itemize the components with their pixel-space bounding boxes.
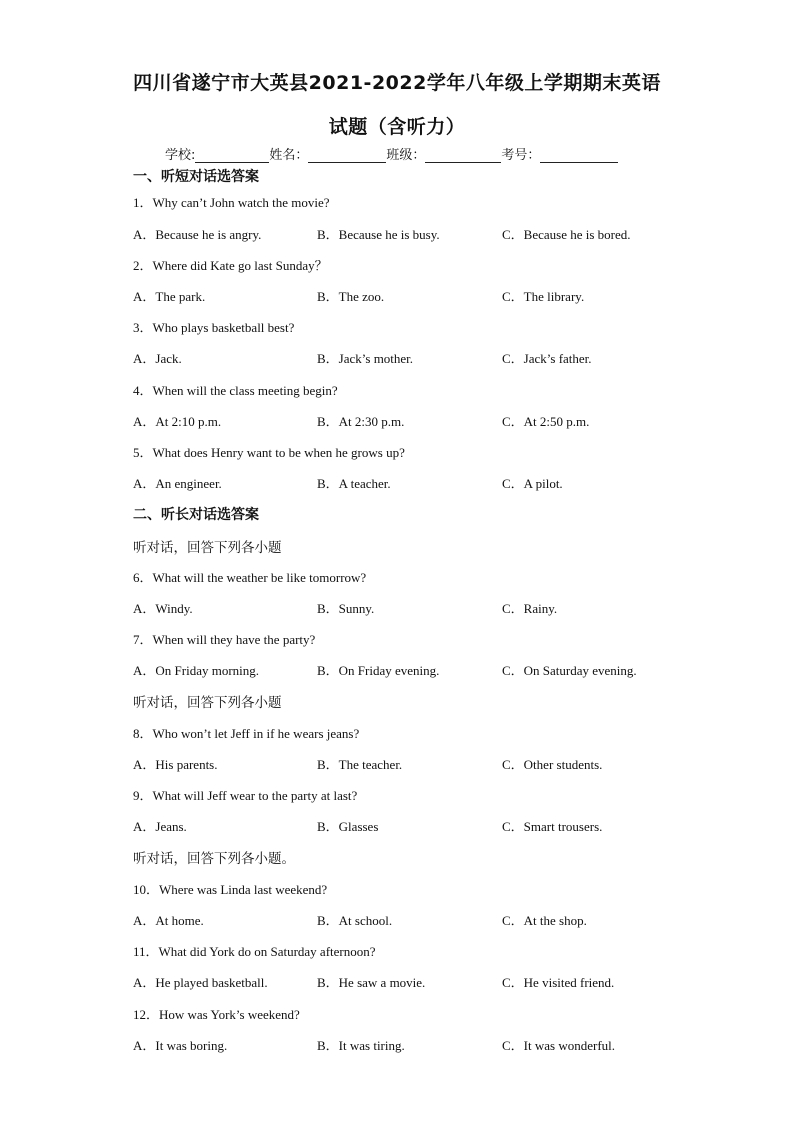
question-text: 12．How was York’s weekend? bbox=[133, 1007, 300, 1022]
question-text: 4．When will the class meeting begin? bbox=[133, 383, 338, 398]
option-c[interactable]: C．At 2:50 p.m. bbox=[502, 414, 590, 429]
school-blank[interactable] bbox=[195, 148, 269, 163]
option-c[interactable]: C．On Saturday evening. bbox=[502, 663, 637, 678]
class-blank[interactable] bbox=[425, 148, 501, 163]
option-a[interactable]: A．An engineer. bbox=[133, 476, 222, 491]
option-b[interactable]: B．The teacher. bbox=[317, 757, 403, 772]
question-text: 1．Why can’t John watch the movie? bbox=[133, 195, 330, 210]
question-text: 3．Who plays basketball best? bbox=[133, 320, 295, 335]
option-b[interactable]: B．Sunny. bbox=[317, 601, 375, 616]
option-b[interactable]: B．It was tiring. bbox=[317, 1038, 405, 1053]
question-text: 11．What did York do on Saturday afternoon? bbox=[133, 944, 376, 959]
question-text: 9．What will Jeff wear to the party at last? bbox=[133, 788, 358, 803]
question-text: 10．Where was Linda last weekend? bbox=[133, 882, 328, 897]
question-text: 8．Who won’t let Jeff in if he wears jeans? bbox=[133, 726, 360, 741]
question-text: 5．What does Henry want to be when he grows up? bbox=[133, 445, 405, 460]
option-c[interactable]: C．At the shop. bbox=[502, 913, 587, 928]
option-a[interactable]: A．Windy. bbox=[133, 601, 193, 616]
question-text: 6．What will the weather be like tomorrow? bbox=[133, 570, 367, 585]
instruction-text: 听对话，回答下列各小题。 bbox=[133, 851, 295, 867]
option-a[interactable]: A．Because he is angry. bbox=[133, 227, 262, 242]
student-info-line bbox=[165, 144, 618, 163]
school-label: 学校: bbox=[165, 148, 196, 163]
class-label: 班级： bbox=[386, 148, 426, 163]
option-b[interactable]: B．Glasses bbox=[317, 819, 379, 834]
option-c[interactable]: C．Smart trousers. bbox=[502, 819, 603, 834]
section-heading: 一、听短对话选答案 bbox=[133, 169, 259, 185]
instruction-text: 听对话，回答下列各小题 bbox=[133, 540, 282, 556]
option-c[interactable]: C．A pilot. bbox=[502, 476, 563, 491]
page-subtitle: 试题（含听力） bbox=[328, 116, 466, 138]
option-c[interactable]: C．Because he is bored. bbox=[502, 227, 631, 242]
question-text: 7．When will they have the party? bbox=[133, 632, 316, 647]
option-a[interactable]: A．At home. bbox=[133, 913, 204, 928]
number-label: 考号： bbox=[501, 148, 541, 163]
option-b[interactable]: B．At school. bbox=[317, 913, 393, 928]
option-a[interactable]: A．Jeans. bbox=[133, 819, 187, 834]
option-c[interactable]: C．Rainy. bbox=[502, 601, 558, 616]
option-a[interactable]: A．His parents. bbox=[133, 757, 218, 772]
option-b[interactable]: B．On Friday evening. bbox=[317, 663, 440, 678]
option-b[interactable]: B．He saw a movie. bbox=[317, 975, 426, 990]
option-c[interactable]: C．It was wonderful. bbox=[502, 1038, 616, 1053]
number-blank[interactable] bbox=[540, 148, 618, 163]
option-c[interactable]: C．Jack’s father. bbox=[502, 351, 592, 366]
option-b[interactable]: B．A teacher. bbox=[317, 476, 391, 491]
name-label: 姓名： bbox=[269, 148, 309, 163]
option-a[interactable]: A．He played basketball. bbox=[133, 975, 268, 990]
option-b[interactable]: B．Jack’s mother. bbox=[317, 351, 414, 366]
option-c[interactable]: C．The library. bbox=[502, 289, 585, 304]
page-title: 四川省遂宁市大英县2021-2022学年八年级上学期期末英语 bbox=[133, 72, 661, 94]
option-c[interactable]: C．Other students. bbox=[502, 757, 603, 772]
option-b[interactable]: B．At 2:30 p.m. bbox=[317, 414, 405, 429]
question-text: 2．Where did Kate go last Sunday？ bbox=[133, 258, 328, 273]
option-a[interactable]: A．The park. bbox=[133, 289, 206, 304]
option-a[interactable]: A．At 2:10 p.m. bbox=[133, 414, 222, 429]
option-a[interactable]: A．It was boring. bbox=[133, 1038, 228, 1053]
section-heading: 二、听长对话选答案 bbox=[133, 507, 259, 523]
option-b[interactable]: B．The zoo. bbox=[317, 289, 385, 304]
name-blank[interactable] bbox=[308, 148, 386, 163]
option-a[interactable]: A．Jack. bbox=[133, 351, 182, 366]
option-c[interactable]: C．He visited friend. bbox=[502, 975, 615, 990]
option-b[interactable]: B．Because he is busy. bbox=[317, 227, 440, 242]
option-a[interactable]: A．On Friday morning. bbox=[133, 663, 260, 678]
instruction-text: 听对话，回答下列各小题 bbox=[133, 695, 282, 711]
